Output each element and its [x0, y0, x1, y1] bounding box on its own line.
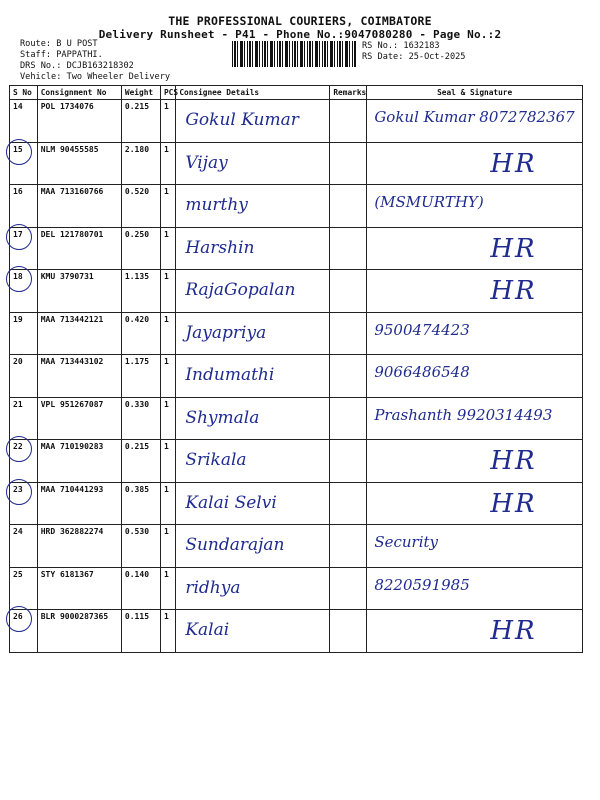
consignee-cell — [176, 482, 330, 525]
consignment-cell: BLR 9000287365 — [37, 610, 121, 653]
consignee-cell — [176, 185, 330, 228]
consignee-handwriting: Indumathi — [185, 365, 275, 385]
consignee-handwriting: murthy — [185, 195, 248, 215]
signature-handwriting: HR — [490, 488, 537, 519]
weight-cell: 1.175 — [121, 355, 160, 398]
table-row — [10, 355, 583, 398]
table-row — [10, 440, 583, 483]
sno-value: 22 — [13, 442, 23, 451]
remarks-cell — [330, 610, 367, 653]
consignment-cell: STY 6181367 — [37, 567, 121, 610]
consignment-cell: MAA 713443102 — [37, 355, 121, 398]
circle-mark-icon — [6, 606, 32, 632]
consignment-cell: NLM 90455585 — [37, 142, 121, 185]
consignment-cell: HRD 362882274 — [37, 525, 121, 568]
consignee-handwriting: ridhya — [185, 577, 241, 598]
header-consignee: Consignee Details — [176, 86, 330, 100]
consignment-cell: MAA 713442121 — [37, 312, 121, 355]
table-row — [10, 227, 583, 270]
weight-cell: 0.140 — [121, 567, 160, 610]
consignee-cell — [176, 567, 330, 610]
signature-handwriting: Security — [374, 533, 438, 551]
consignee-cell — [176, 355, 330, 398]
sno-value: 17 — [13, 229, 23, 239]
circle-mark-icon — [6, 224, 32, 250]
consignee-handwriting: Gokul Kumar — [185, 110, 299, 130]
weight-cell: 0.330 — [121, 397, 160, 440]
remarks-cell — [330, 397, 367, 440]
table-row — [10, 397, 583, 440]
consignment-cell: VPL 951267087 — [37, 397, 121, 440]
seal-cell — [367, 227, 583, 270]
table-row — [10, 567, 583, 610]
remarks-cell — [330, 227, 367, 270]
sno-value: 18 — [13, 272, 23, 281]
circle-mark-icon — [6, 139, 32, 165]
sno-cell — [10, 100, 38, 143]
barcode-image — [232, 41, 356, 67]
header-weight: Weight — [121, 86, 160, 100]
consignee-handwriting: Srikala — [185, 450, 247, 470]
left-meta — [20, 39, 170, 83]
sno-cell — [10, 482, 38, 525]
table-row — [10, 525, 583, 568]
consignee-cell — [176, 270, 330, 313]
signature-handwriting: HR — [490, 446, 537, 476]
header-pcs: PCS — [160, 86, 175, 100]
consignment-cell: MAA 713160766 — [37, 185, 121, 228]
sno-value: 15 — [13, 144, 23, 154]
rs-no-text: RS No.: 1632183 — [362, 41, 440, 51]
weight-cell: 0.530 — [121, 525, 160, 568]
remarks-cell — [330, 567, 367, 610]
header-consignment: Consignment No — [37, 86, 121, 100]
consignee-cell — [176, 397, 330, 440]
sno-value: 26 — [13, 612, 23, 621]
vehicle-text: Vehicle: Two Wheeler Delivery — [20, 72, 171, 82]
table-row — [10, 142, 583, 185]
pcs-cell: 1 — [160, 312, 175, 355]
weight-cell: 1.135 — [121, 270, 160, 313]
seal-cell — [367, 270, 583, 313]
header-sno: S No — [10, 86, 38, 100]
sno-cell — [10, 185, 38, 228]
consignee-cell — [176, 610, 330, 653]
signature-handwriting: Prashanth 9920314493 — [374, 405, 553, 424]
consignee-cell — [176, 227, 330, 270]
consignee-cell — [176, 100, 330, 143]
pcs-cell: 1 — [160, 567, 175, 610]
sno-cell — [10, 397, 38, 440]
runsheet-title: Delivery Runsheet - P41 - Phone No.:9047080280 - Page No.:2 — [98, 28, 502, 41]
sno-value: 20 — [13, 357, 23, 366]
sno-cell — [10, 610, 38, 653]
signature-handwriting: HR — [490, 616, 537, 646]
drs-text: DRS No.: DCJB163218302 — [20, 61, 134, 71]
remarks-cell — [330, 525, 367, 568]
consignee-handwriting: Shymala — [185, 407, 260, 428]
pcs-cell: 1 — [160, 185, 175, 228]
seal-cell — [367, 610, 583, 653]
table-row — [10, 610, 583, 653]
right-meta — [362, 41, 465, 63]
consignee-cell — [176, 312, 330, 355]
seal-cell — [367, 355, 583, 398]
rs-date-text: RS Date: 25-Oct-2025 — [362, 52, 466, 62]
pcs-cell: 1 — [160, 610, 175, 653]
weight-cell: 0.520 — [121, 185, 160, 228]
consignment-cell: MAA 710441293 — [37, 482, 121, 525]
circle-mark-icon — [6, 266, 32, 292]
table-row — [10, 185, 583, 228]
circle-mark-icon — [6, 436, 32, 462]
pcs-cell: 1 — [160, 100, 175, 143]
consignment-cell: KMU 3790731 — [37, 270, 121, 313]
pcs-cell: 1 — [160, 227, 175, 270]
sno-cell — [10, 440, 38, 483]
sno-value: 21 — [13, 399, 23, 409]
weight-cell: 0.215 — [121, 440, 160, 483]
weight-cell: 0.420 — [121, 312, 160, 355]
seal-cell — [367, 312, 583, 355]
consignee-handwriting: RajaGopalan — [185, 280, 296, 300]
pcs-cell: 1 — [160, 142, 175, 185]
consignment-cell: MAA 710190283 — [37, 440, 121, 483]
consignee-handwriting: Harshin — [185, 237, 255, 258]
seal-cell — [367, 397, 583, 440]
table-row — [10, 482, 583, 525]
header-remarks: Remarks — [330, 86, 367, 100]
consignee-handwriting: Kalai Selvi — [185, 492, 277, 513]
weight-cell: 0.385 — [121, 482, 160, 525]
table-header-row — [10, 86, 583, 100]
sno-cell — [10, 227, 38, 270]
seal-cell — [367, 567, 583, 610]
signature-handwriting: (MSMURTHY) — [374, 193, 484, 211]
consignee-handwriting: Sundarajan — [185, 535, 285, 555]
seal-cell — [367, 525, 583, 568]
remarks-cell — [330, 270, 367, 313]
table-row — [10, 312, 583, 355]
consignee-handwriting: Kalai — [185, 620, 230, 640]
consignee-handwriting: Jayapriya — [185, 322, 267, 343]
remarks-cell — [330, 482, 367, 525]
sno-cell — [10, 312, 38, 355]
pcs-cell: 1 — [160, 482, 175, 525]
remarks-cell — [330, 355, 367, 398]
remarks-cell — [330, 440, 367, 483]
remarks-cell — [330, 142, 367, 185]
remarks-cell — [330, 185, 367, 228]
weight-cell: 0.215 — [121, 100, 160, 143]
signature-handwriting: 9500474423 — [374, 320, 470, 339]
weight-cell: 0.115 — [121, 610, 160, 653]
pcs-cell: 1 — [160, 397, 175, 440]
seal-cell — [367, 100, 583, 143]
staff-text: Staff: PAPPATHI. — [20, 50, 103, 60]
sno-cell — [10, 525, 38, 568]
remarks-cell — [330, 312, 367, 355]
sno-value: 23 — [13, 484, 23, 494]
signature-handwriting: HR — [490, 148, 537, 179]
sno-cell — [10, 142, 38, 185]
pcs-cell: 1 — [160, 525, 175, 568]
pcs-cell: 1 — [160, 440, 175, 483]
consignment-cell: POL 1734076 — [37, 100, 121, 143]
signature-handwriting: 9066486548 — [374, 363, 470, 381]
seal-cell — [367, 440, 583, 483]
route-text: Route: B U POST — [20, 39, 98, 49]
sno-cell — [10, 567, 38, 610]
sno-cell — [10, 355, 38, 398]
delivery-table — [9, 85, 583, 653]
sno-cell — [10, 270, 38, 313]
signature-handwriting: Gokul Kumar 8072782367 — [374, 108, 575, 126]
seal-cell — [367, 482, 583, 525]
weight-cell: 0.250 — [121, 227, 160, 270]
table-row — [10, 270, 583, 313]
signature-handwriting: HR — [490, 233, 537, 264]
seal-cell — [367, 185, 583, 228]
pcs-cell: 1 — [160, 355, 175, 398]
consignee-cell — [176, 525, 330, 568]
seal-cell — [367, 142, 583, 185]
sno-value: 19 — [13, 314, 23, 324]
header-seal: Seal & Signature — [367, 86, 583, 100]
sno-value: 25 — [13, 569, 23, 579]
signature-handwriting: HR — [490, 276, 537, 306]
company-title: THE PROFESSIONAL COURIERS, COIMBATORE — [168, 14, 432, 28]
consignee-handwriting: Vijay — [185, 152, 228, 173]
sno-value: 24 — [13, 527, 23, 536]
consignee-cell — [176, 142, 330, 185]
sno-value: 14 — [13, 102, 23, 111]
sno-value: 16 — [13, 187, 23, 196]
consignee-cell — [176, 440, 330, 483]
consignment-cell: DEL 121780701 — [37, 227, 121, 270]
weight-cell: 2.180 — [121, 142, 160, 185]
circle-mark-icon — [6, 479, 32, 505]
table-row — [10, 100, 583, 143]
remarks-cell — [330, 100, 367, 143]
pcs-cell: 1 — [160, 270, 175, 313]
signature-handwriting: 8220591985 — [374, 575, 470, 594]
